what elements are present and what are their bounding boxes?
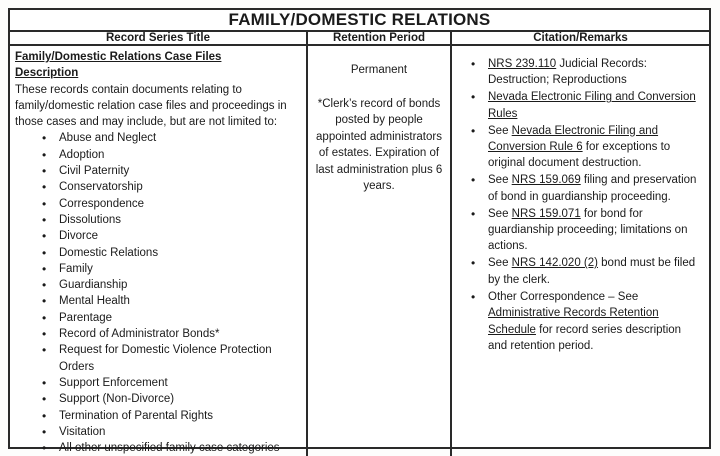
retention-period-note: *Clerk’s record of bonds posted by people appointed administrators of estates. Expiration of last administration plus 6 years.: [315, 97, 443, 192]
case-category-item: • Adoption: [15, 147, 300, 163]
table-header-row: [10, 32, 709, 46]
column-header-retention-period: Retention Period: [306, 32, 450, 44]
citation-item: [456, 56, 701, 89]
citation-item: [456, 123, 701, 172]
citation-reference: Nevada Electronic Filing and Conversion Rules: [488, 91, 696, 120]
case-category-item: • Guardianship: [15, 277, 300, 293]
table-title: FAMILY/DOMESTIC RELATIONS: [10, 10, 709, 32]
case-category-item: • Request for Domestic Violence Protection Orders: [15, 342, 300, 375]
citation-text: for exceptions to original document destruction.: [488, 141, 671, 170]
case-category-item: • Parentage: [15, 310, 300, 326]
citation-text: See: [488, 207, 512, 220]
record-series-subheading: Description: [15, 67, 79, 80]
case-category-item: • Correspondence: [15, 196, 300, 212]
retention-period-value: Permanent: [350, 64, 408, 76]
citation-reference: NRS 159.069: [511, 174, 581, 187]
case-category-item: • Family: [15, 261, 300, 277]
citation-item: [456, 89, 701, 122]
case-category-item: • Abuse and Neglect: [15, 130, 300, 146]
case-category-item: • Dissolutions: [15, 212, 300, 228]
citation-text: for bond for guardianship proceeding; limitations on actions.: [488, 207, 688, 253]
case-category-item: • All other unspecified family case categories: [15, 440, 300, 456]
column-header-citation-remarks: Citation/Remarks: [450, 32, 709, 44]
citation-reference: NRS 239.110: [488, 58, 557, 70]
record-series-cell: [10, 46, 306, 456]
citation-text: See: [488, 124, 512, 137]
citation-item: [456, 206, 701, 255]
citation-text: Other Correspondence – See: [488, 290, 639, 303]
case-category-item: • Record of Administrator Bonds*: [15, 326, 300, 342]
citation-item: [456, 255, 701, 288]
citations-list: [456, 56, 701, 354]
citation-reference: Administrative Records Retention Schedule: [488, 307, 659, 336]
citation-remarks-cell: [450, 46, 709, 456]
retention-period-cell: [306, 46, 450, 456]
case-categories-list: [15, 130, 300, 456]
citation-reference: NRS 142.020 (2): [511, 257, 598, 270]
citation-reference: Nevada Electronic Filing and Conversion Rule 6: [488, 124, 659, 154]
case-category-item: • Termination of Parental Rights: [15, 408, 300, 424]
case-category-item: • Domestic Relations: [15, 245, 300, 261]
case-category-item: • Civil Paternity: [15, 163, 300, 179]
citation-reference: NRS 159.071: [511, 207, 581, 220]
case-category-item: • Visitation: [15, 424, 300, 440]
citation-text: filing and preservation of bond in guardianship proceeding.: [488, 174, 697, 203]
column-header-record-series-title: Record Series Title: [106, 32, 210, 44]
citation-text: Judicial Records: Destruction; Reproductions: [488, 58, 647, 87]
table-body-row: [10, 46, 709, 456]
case-category-item: • Conservatorship: [15, 179, 300, 195]
case-category-item: • Divorce: [15, 228, 300, 244]
citation-text: for record series description and retention period.: [488, 323, 682, 352]
citation-text: bond must be filed by the clerk.: [488, 257, 696, 286]
citation-text: See: [488, 257, 512, 270]
record-series-heading: Family/Domestic Relations Case Files: [15, 51, 222, 63]
retention-schedule-table: [8, 8, 711, 455]
case-category-item: • Support Enforcement: [15, 375, 300, 391]
citation-item: [456, 172, 701, 205]
citation-text: See: [488, 174, 512, 187]
case-category-item: • Support (Non-Divorce): [15, 391, 300, 407]
citation-item: [456, 289, 701, 355]
record-series-description: These records contain documents relating to family/domestic relation case files and proceedings in those cases and may include, but are not limited to:: [15, 83, 287, 129]
case-category-item: • Mental Health: [15, 293, 300, 309]
